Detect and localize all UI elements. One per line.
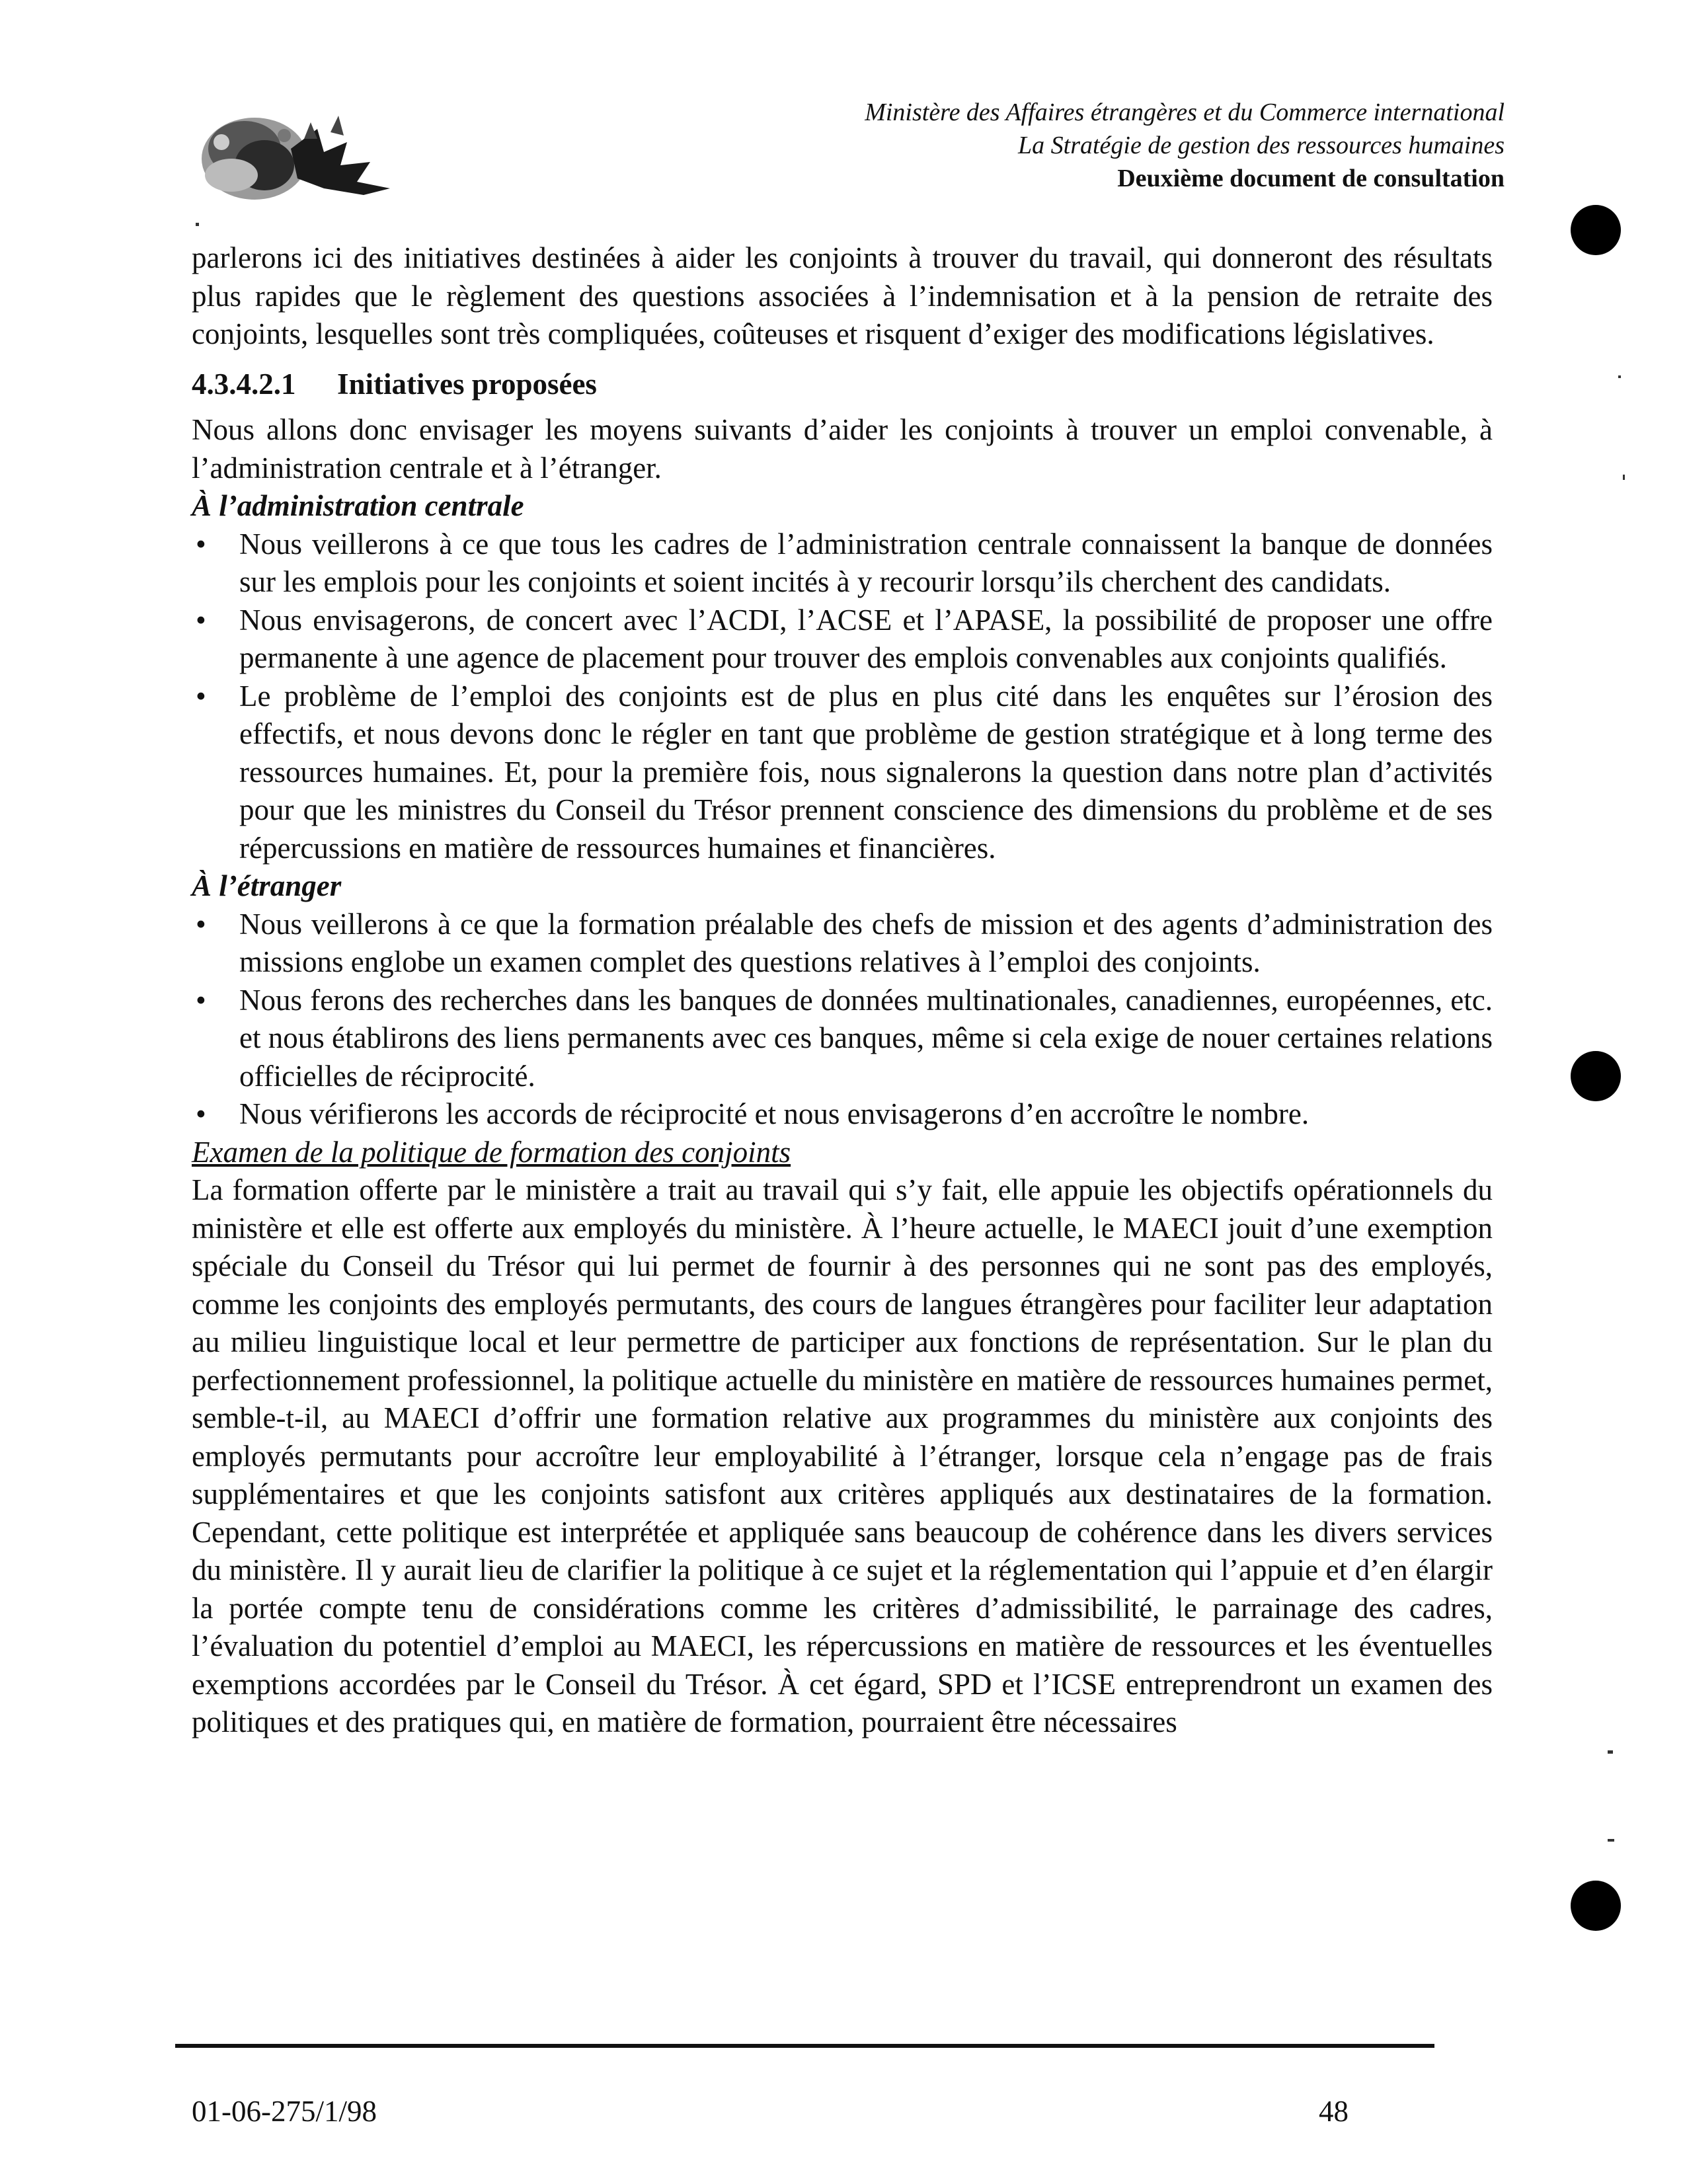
list-item: • Nous veillerons à ce que la formation préalable des chefs de mission et des agents d’administration des missions englobe un examen complet des questions relatives à l’emploi des conjoints.	[192, 906, 1493, 982]
bullet-icon: •	[196, 603, 206, 637]
margin-speck	[1608, 1750, 1613, 1754]
section-heading	[192, 366, 1493, 404]
bullet-icon: •	[196, 907, 206, 941]
document-header	[865, 96, 1505, 195]
intro-paragraph: parlerons ici des initiatives destinées à aider les conjoints à trouver du travail, qui donneront des résultats plus rapides que le règlement des questions associées à l’indemnisation et à la pension de retraite des conjoints, lesquelles sont très compliquées, coûteuses et risquent d’exiger des modifications législatives.	[192, 241, 1493, 350]
page-number: 48	[1319, 2095, 1349, 2128]
margin-speck	[196, 223, 199, 226]
section-intro-paragraph: Nous allons donc envisager les moyens suivants d’aider les conjoints à trouver un emploi convenable, à l’administration centrale et à l’étranger.	[192, 413, 1493, 485]
subheading-abroad: À l’étranger	[192, 869, 342, 902]
punch-hole-2	[1571, 1051, 1621, 1101]
margin-speck	[1623, 475, 1625, 480]
margin-speck	[1608, 1839, 1614, 1842]
bullet-icon: •	[196, 527, 206, 561]
header-strategy: La Stratégie de gestion des ressources humaines	[1018, 132, 1505, 159]
bullet-icon: •	[196, 679, 206, 713]
punch-hole-3	[1571, 1881, 1621, 1931]
list-item: • Le problème de l’emploi des conjoints est de plus en plus cité dans les enquêtes sur l’érosion des effectifs, et nous devons donc le régler en tant que problème de gestion stratégique et à long terme des ressources humaines. Et, pour la première fois, nous signalerons la question dans notre plan d’activités pour que les ministres du Conseil du Trésor prennent conscience des dimensions du problème et de ses répercussions en matière de ressources humaines et financières.	[192, 678, 1493, 868]
section-number: 4.3.4.2.1	[192, 367, 296, 401]
subheading-admin: À l’administration centrale	[192, 489, 524, 522]
subheading-exam: Examen de la politique de formation des conjoints	[192, 1135, 791, 1169]
list-item: • Nous vérifierons les accords de réciprocité et nous envisagerons d’en accroître le nombre.	[192, 1095, 1493, 1134]
exam-paragraph: La formation offerte par le ministère a trait au travail qui s’y fait, elle appuie les objectifs opérationnels du ministère et elle est offerte aux employés du ministère. À l’heure actuelle, le MAECI jouit d’une exemption spéciale du Conseil du Trésor qui lui permet de fournir à des personnes qui ne sont pas des employés, comme les conjoints des employés permutants, des cours de langues étrangères pour faciliter leur adaptation au milieu linguistique local et leur permettre de participer aux fonctions de représentation. Sur le plan du perfectionnement professionnel, la politique actuelle du ministère en matière de ressources humaines permet, semble-t-il, au MAECI d’offrir une formation relative aux programmes du ministère aux conjoints des employés permutants pour accroître leur employabilité à l’étranger, lorsque cela n’engage pas de frais supplémentaires et que les conjoints satisfont aux critères appliqués aux destinataires de la formation. Cependant, cette politique est interprétée et appliquée sans beaucoup de cohérence dans les divers services du ministère. Il y aurait lieu de clarifier la politique à ce sujet et la réglementation qui l’appuie et d’en élargir la portée compte tenu de considérations comme les critères d’admissibilité, le parrainage des cadres, l’évaluation du potentiel d’emploi au MAECI, les répercussions en matière de ressources et les éventuelles exemptions accordées par le Conseil du Trésor. À cet égard, SPD et l’ICSE entreprendront un examen des politiques et des pratiques qui, en matière de formation, pourraient être nécessaires	[192, 1173, 1493, 1738]
ministry-logo	[192, 102, 443, 215]
bullet-icon: •	[196, 1097, 206, 1130]
doc-number: 01-06-275/1/98	[192, 2095, 377, 2128]
list-item: • Nous envisagerons, de concert avec l’ACDI, l’ACSE et l’APASE, la possibilité de proposer une offre permanente à une agence de placement pour trouver des emplois convenables aux conjoints qualifiés.	[192, 602, 1493, 678]
section-title: Initiatives proposées	[337, 367, 597, 401]
punch-hole-1	[1571, 205, 1621, 255]
page-body	[192, 239, 1493, 1742]
abroad-bullet-list	[192, 906, 1493, 1134]
footer-rule	[175, 2044, 1434, 2048]
margin-speck	[1618, 375, 1621, 378]
bullet-icon: •	[196, 983, 206, 1017]
list-item: • Nous ferons des recherches dans les banques de données multinationales, canadiennes, européennes, etc. et nous établirons des liens permanents avec ces banques, même si cela exige de nouer certaines relations officielles de réciprocité.	[192, 982, 1493, 1096]
list-item: • Nous veillerons à ce que tous les cadres de l’administration centrale connaissent la banque de données sur les emplois pour les conjoints et soient incités à y recourir lorsqu’ils cherchent des candidats.	[192, 526, 1493, 602]
admin-bullet-list	[192, 526, 1493, 868]
header-doc-type: Deuxième document de consultation	[1117, 165, 1505, 192]
header-ministry: Ministère des Affaires étrangères et du Commerce international	[865, 98, 1505, 126]
